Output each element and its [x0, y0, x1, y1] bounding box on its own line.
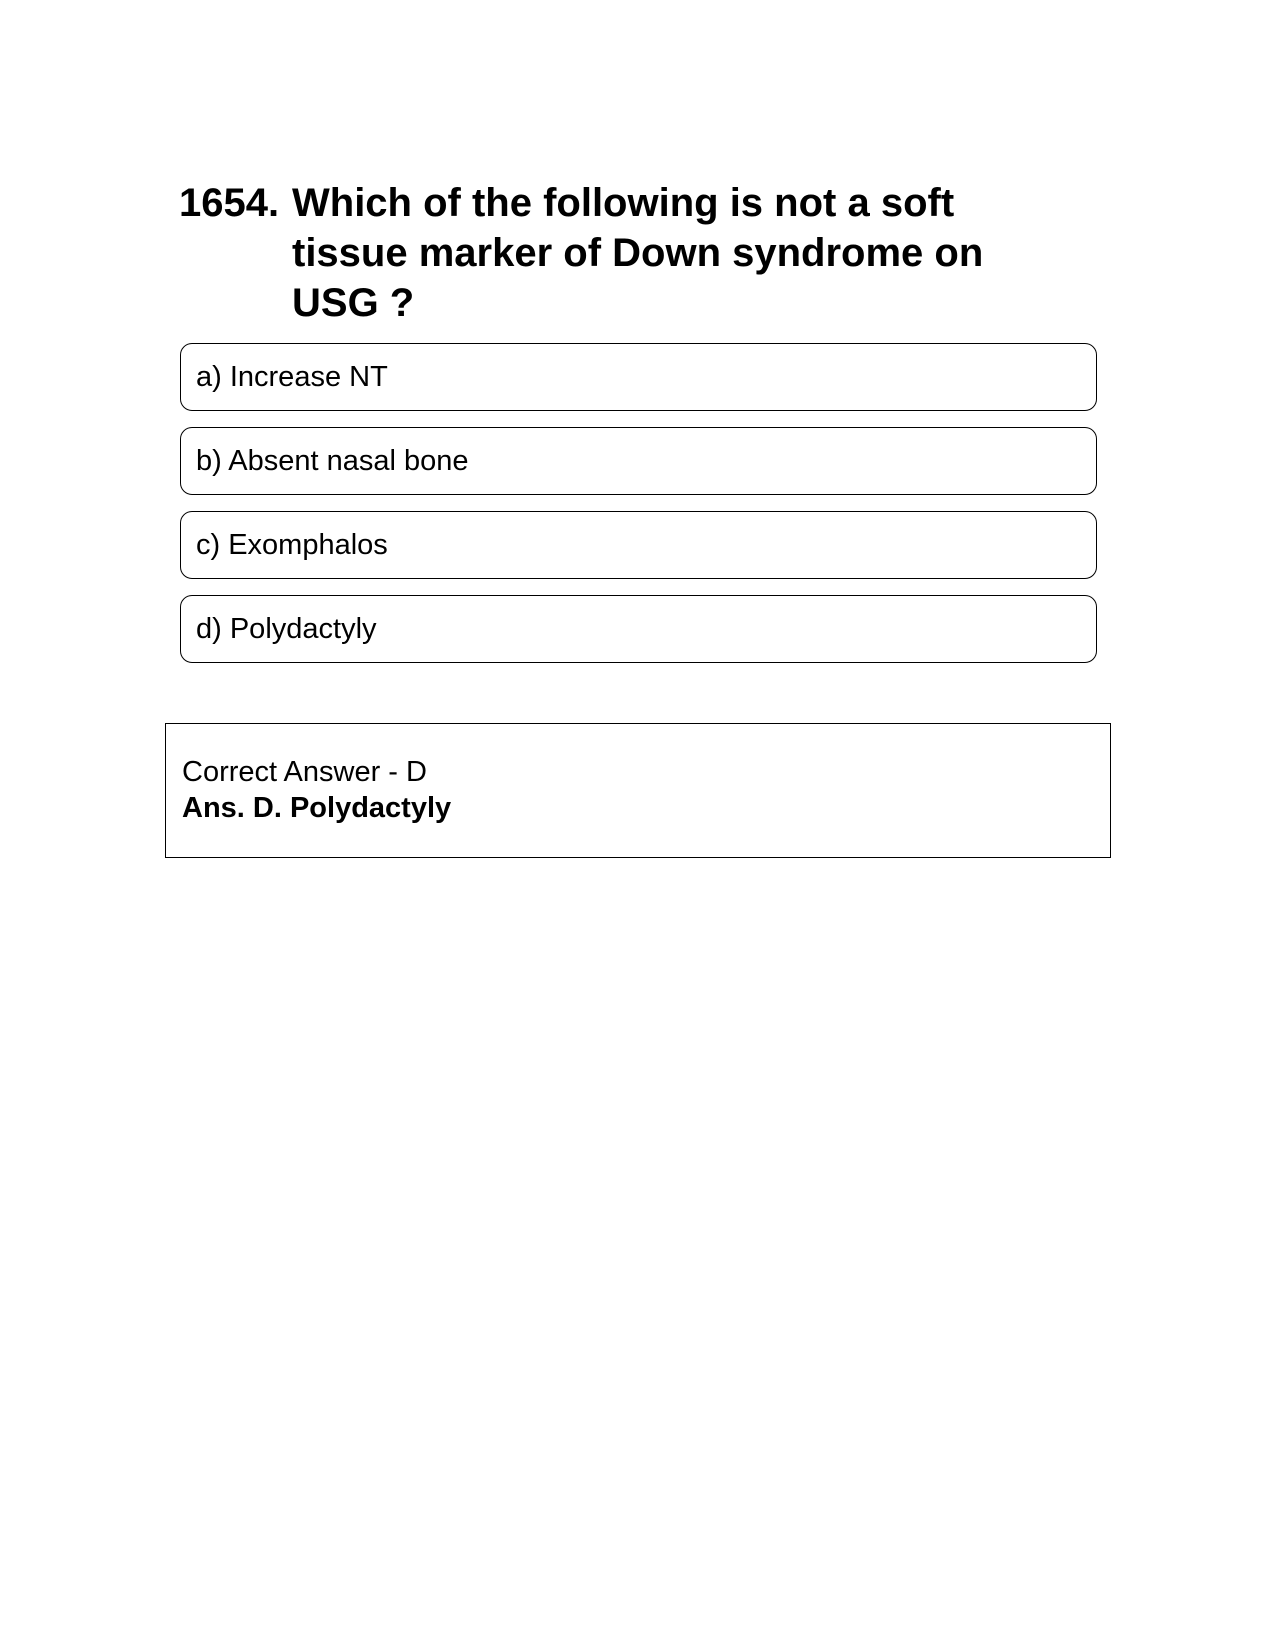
option-c[interactable]: c) Exomphalos	[180, 511, 1097, 579]
option-d[interactable]: d) Polydactyly	[180, 595, 1097, 663]
question-number: 1654.	[179, 181, 280, 225]
answer-explanation: Ans. D. Polydactyly	[182, 792, 452, 824]
options-list	[180, 343, 1097, 679]
answer-box	[165, 723, 1111, 858]
question-block	[179, 178, 1079, 328]
option-a[interactable]: a) Increase NT	[180, 343, 1097, 411]
question-text: Which of the following is not a soft tissue marker of Down syndrome on USG ?	[292, 181, 984, 325]
option-b[interactable]: b) Absent nasal bone	[180, 427, 1097, 495]
correct-answer: Correct Answer - D	[182, 756, 427, 788]
